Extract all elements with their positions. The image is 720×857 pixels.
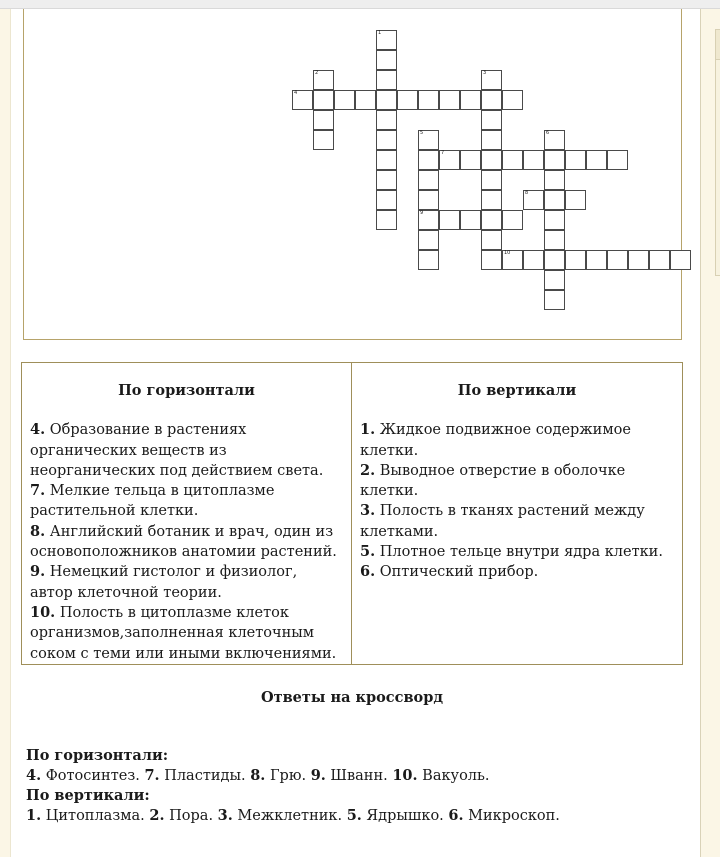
answer-text: Грю. bbox=[265, 767, 311, 784]
clue-text: Немецкий гистолог и физиолог, автор клеточной теории. bbox=[30, 564, 298, 601]
crossword-cell bbox=[481, 110, 502, 130]
crossword-cell-number: 3 bbox=[483, 70, 487, 76]
clue-number: 2. bbox=[360, 461, 376, 479]
crossword-cell bbox=[481, 90, 502, 110]
crossword-cell bbox=[544, 170, 565, 190]
crossword-cell-number: 7 bbox=[441, 150, 445, 156]
answer-text: Пора. bbox=[164, 807, 218, 824]
crossword-cell bbox=[418, 250, 439, 270]
crossword-cell bbox=[439, 210, 460, 230]
crossword-cell bbox=[418, 230, 439, 250]
answers-across-heading: По горизонтали: bbox=[26, 747, 169, 764]
crossword-cell bbox=[418, 170, 439, 190]
answers-across-line bbox=[26, 766, 560, 787]
crossword-cell-number: 5 bbox=[420, 130, 424, 136]
answer-number: 4. bbox=[26, 766, 42, 784]
clue-text: Английский ботаник и врач, один из основоположников анатомии растений. bbox=[30, 523, 337, 561]
clue-number: 3. bbox=[360, 502, 376, 520]
across-clue-list bbox=[30, 420, 343, 664]
answers-title: Ответы на кроссворд bbox=[260, 689, 444, 706]
right-edge-tab bbox=[715, 29, 720, 61]
crossword-cell bbox=[355, 90, 376, 110]
clue-text: Выводное отверстие в оболочке клетки. bbox=[360, 462, 626, 500]
crossword-cell bbox=[439, 150, 460, 170]
crossword-cell bbox=[628, 250, 649, 270]
crossword-cell bbox=[502, 150, 523, 170]
crossword-cell bbox=[502, 250, 523, 270]
crossword-cell bbox=[376, 70, 397, 90]
answer-text: Цитоплазма. bbox=[41, 807, 150, 824]
crossword-cell bbox=[481, 230, 502, 250]
answer-text: Межклетник. bbox=[232, 807, 347, 824]
answer-text: Фотосинтез. bbox=[41, 767, 145, 784]
crossword-cell-number: 10 bbox=[504, 250, 511, 256]
crossword-cell-number: 6 bbox=[546, 130, 550, 136]
crossword-cell bbox=[376, 110, 397, 130]
crossword-cell bbox=[313, 90, 334, 110]
clue-item bbox=[30, 481, 343, 522]
clue-number: 4. bbox=[30, 421, 46, 439]
crossword-cell bbox=[418, 90, 439, 110]
clue-item bbox=[360, 542, 674, 562]
answer-text: Ядрышко. bbox=[361, 807, 449, 824]
crossword-cell bbox=[544, 230, 565, 250]
crossword-cell bbox=[418, 130, 439, 150]
crossword-cell bbox=[334, 90, 355, 110]
crossword-cell bbox=[376, 210, 397, 230]
crossword-cell bbox=[544, 190, 565, 210]
clue-text: Полость в тканях растений между клетками. bbox=[360, 503, 645, 540]
clue-text: Плотное тельце внутри ядра клетки. bbox=[375, 544, 663, 561]
clue-number: 9. bbox=[30, 563, 46, 581]
crossword-cell bbox=[376, 190, 397, 210]
crossword-cell bbox=[376, 30, 397, 50]
crossword-cell bbox=[376, 130, 397, 150]
across-clues-cell bbox=[22, 363, 352, 665]
answer-number: 9. bbox=[310, 766, 326, 784]
crossword-cell bbox=[376, 170, 397, 190]
down-clues-cell bbox=[352, 363, 683, 665]
clue-number: 10. bbox=[30, 603, 56, 621]
crossword-cell bbox=[481, 150, 502, 170]
answer-text: Пластиды. bbox=[159, 767, 251, 784]
crossword-cell-number: 2 bbox=[315, 70, 319, 76]
crossword-cell bbox=[544, 210, 565, 230]
crossword-cell bbox=[481, 70, 502, 90]
clue-item bbox=[360, 501, 674, 542]
crossword-cell bbox=[439, 90, 460, 110]
crossword-cell bbox=[586, 250, 607, 270]
crossword-cell bbox=[292, 90, 313, 110]
down-heading: По вертикали bbox=[457, 382, 577, 399]
clues-table bbox=[21, 362, 683, 665]
crossword-cell bbox=[376, 150, 397, 170]
crossword-cell bbox=[502, 90, 523, 110]
right-edge-panel bbox=[715, 59, 720, 276]
crossword-cell bbox=[313, 70, 334, 90]
clue-text: Образование в растениях органических веществ из неорганических под действием света. bbox=[30, 422, 324, 479]
crossword-cell bbox=[418, 150, 439, 170]
crossword-cell bbox=[481, 250, 502, 270]
right-page-edge bbox=[700, 9, 720, 857]
clue-item bbox=[30, 420, 343, 481]
crossword-cell bbox=[607, 150, 628, 170]
answer-number: 10. bbox=[392, 766, 418, 784]
crossword-cell bbox=[376, 50, 397, 70]
clue-text: Жидкое подвижное содержимое клетки. bbox=[360, 422, 631, 459]
clue-item bbox=[360, 562, 674, 582]
answer-number: 8. bbox=[250, 766, 266, 784]
crossword-cell-number: 9 bbox=[420, 210, 424, 216]
crossword-cell bbox=[544, 250, 565, 270]
crossword-cell bbox=[544, 270, 565, 290]
clue-number: 1. bbox=[360, 421, 376, 439]
crossword-cell bbox=[313, 130, 334, 150]
crossword-cell-number: 8 bbox=[525, 190, 529, 196]
crossword-cell bbox=[376, 90, 397, 110]
crossword-cell bbox=[544, 130, 565, 150]
clue-item bbox=[30, 522, 343, 563]
answer-number: 1. bbox=[26, 806, 42, 824]
clue-text: Полость в цитоплазме клеток организмов,заполненная клеточным соком с теми или иными включениями. bbox=[30, 604, 337, 662]
crossword-cell bbox=[460, 210, 481, 230]
answer-text: Шванн. bbox=[325, 767, 393, 784]
answers-down-line bbox=[26, 806, 560, 827]
crossword-cell bbox=[481, 130, 502, 150]
crossword-cell-number: 1 bbox=[378, 30, 382, 36]
crossword-cell bbox=[670, 250, 691, 270]
crossword-cell bbox=[397, 90, 418, 110]
down-clue-list bbox=[360, 420, 674, 582]
crossword-cell bbox=[460, 150, 481, 170]
across-heading: По горизонтали bbox=[118, 382, 255, 399]
clue-item bbox=[30, 603, 343, 664]
clue-item bbox=[30, 562, 343, 603]
crossword-cell bbox=[607, 250, 628, 270]
clue-text: Мелкие тельца в цитоплазме растительной клетки. bbox=[30, 483, 275, 520]
crossword-cell bbox=[460, 90, 481, 110]
crossword-cell bbox=[544, 290, 565, 310]
answer-number: 7. bbox=[144, 766, 160, 784]
clue-number: 5. bbox=[360, 543, 376, 561]
answer-number: 3. bbox=[217, 806, 233, 824]
clue-number: 7. bbox=[30, 482, 46, 500]
crossword-frame bbox=[23, 9, 682, 340]
answer-number: 6. bbox=[448, 806, 464, 824]
crossword-cell bbox=[565, 250, 586, 270]
clue-item bbox=[360, 461, 674, 502]
crossword-cell bbox=[481, 210, 502, 230]
crossword-cell bbox=[481, 190, 502, 210]
top-strip bbox=[0, 0, 720, 9]
answer-text: Вакуоль. bbox=[417, 767, 490, 784]
clue-text: Оптический прибор. bbox=[375, 564, 539, 581]
crossword-cell-number: 4 bbox=[294, 90, 298, 96]
crossword-cell bbox=[523, 190, 544, 210]
clue-number: 6. bbox=[360, 563, 376, 581]
clue-item bbox=[360, 420, 674, 461]
crossword-cell bbox=[523, 250, 544, 270]
clue-number: 8. bbox=[30, 522, 46, 540]
crossword-cell bbox=[649, 250, 670, 270]
crossword-cell bbox=[418, 190, 439, 210]
crossword-cell bbox=[313, 110, 334, 130]
crossword-cell bbox=[418, 210, 439, 230]
answer-text: Микроскоп. bbox=[463, 807, 560, 824]
crossword-cell bbox=[502, 210, 523, 230]
answers-block bbox=[26, 746, 560, 826]
answers-down-heading: По вертикали: bbox=[26, 787, 150, 804]
crossword-cell bbox=[544, 150, 565, 170]
answer-number: 2. bbox=[149, 806, 165, 824]
crossword-cell bbox=[586, 150, 607, 170]
crossword-cell bbox=[523, 150, 544, 170]
crossword-cell bbox=[565, 190, 586, 210]
left-margin-bar bbox=[0, 9, 11, 857]
crossword-cell bbox=[481, 170, 502, 190]
crossword-cell bbox=[565, 150, 586, 170]
answer-number: 5. bbox=[346, 806, 362, 824]
